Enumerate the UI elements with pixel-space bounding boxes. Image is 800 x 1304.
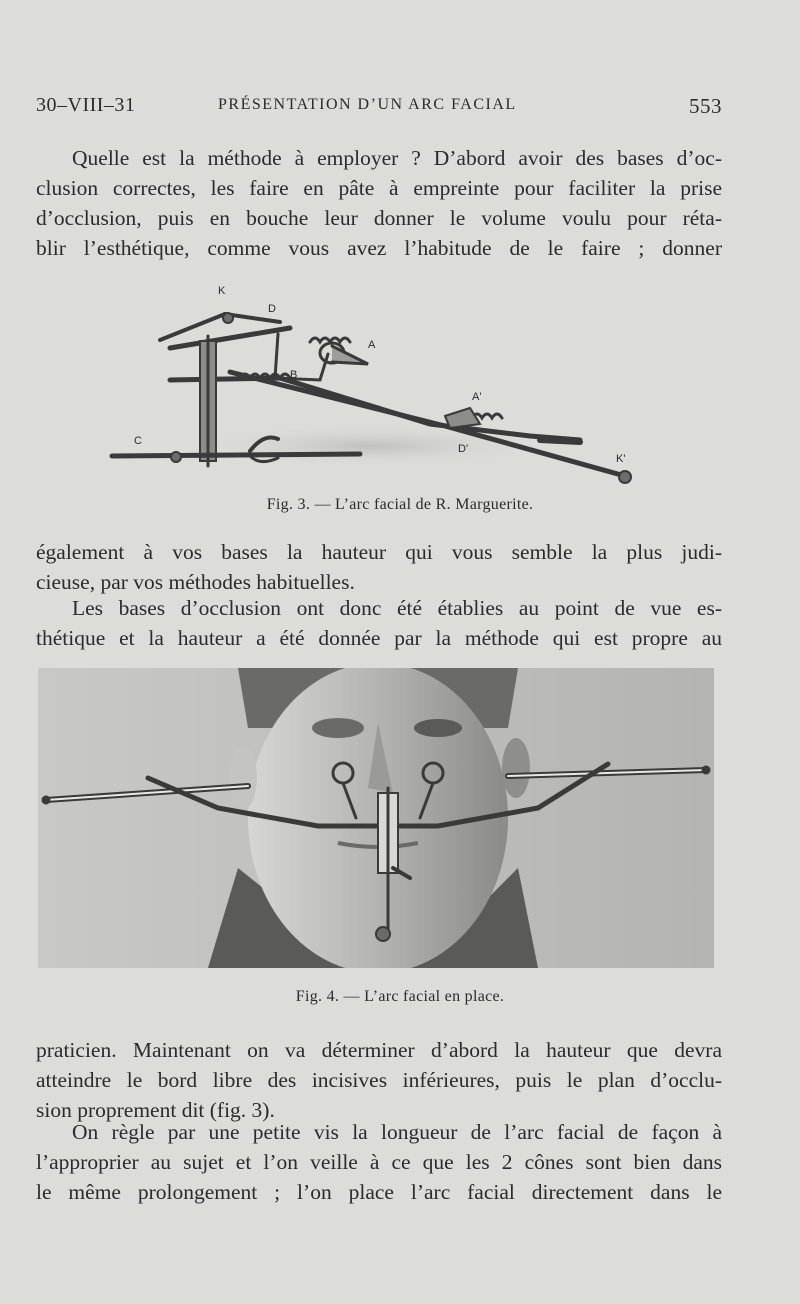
figure-4-photo [38,668,714,968]
text-line: d’occlusion, puis en bouche leur donner le volume voulu pour réta- [36,206,722,230]
text-line: également à vos bases la hauteur qui vous semble la plus judi- [36,540,722,564]
text-line: blir l’esthétique, comme vous avez l’habitude de le faire ; donner [36,236,722,260]
label-c: C [134,435,142,447]
text-line: On règle par une petite vis la longueur de l’arc facial de façon à [72,1120,722,1144]
paragraph-2 [36,537,722,597]
arc-in-place-photo [38,668,714,968]
label-d: D [268,303,276,315]
text-line: sion proprement dit (fig. 3). [36,1098,275,1122]
facial-arc-drawing [100,276,660,490]
running-header [36,94,722,124]
label-a: A [368,339,376,351]
text-line: Quelle est la méthode à employer ? D’abord avoir des bases d’oc- [72,146,722,170]
header-date: 30–VIII–31 [36,94,136,116]
paragraph-3 [36,593,722,653]
text-line: cieuse, par vos méthodes habituelles. [36,570,355,594]
page-number: 553 [689,94,722,118]
paragraph-5 [36,1117,722,1207]
header-title: PRÉSENTATION D’UN ARC FACIAL [218,96,517,113]
text-line: l’approprier au sujet et l’on veille à ce que les 2 cônes sont bien dans [36,1150,722,1174]
label-k: K [218,285,226,297]
label-k-prime: K' [616,453,626,465]
text-line: Les bases d’occlusion ont donc été établies au point de vue es- [72,596,722,620]
label-a-prime: A' [472,391,482,403]
text-line: praticien. Maintenant on va déterminer d’abord la hauteur que devra [36,1038,722,1062]
figure-3-caption: Fig. 3. — L’arc facial de R. Marguerite. [266,496,534,513]
text-line: thétique et la hauteur a été donnée par la méthode qui est propre au [36,626,722,650]
label-d-prime: D' [458,443,469,455]
figure-3-illustration [100,276,660,490]
text-line: le même prolongement ; l’on place l’arc facial directement dans le [36,1180,722,1204]
text-line: atteindre le bord libre des incisives inférieures, puis le plan d’occlu- [36,1068,722,1092]
figure-4-caption: Fig. 4. — L’arc facial en place. [295,988,505,1005]
text-line: clusion correctes, les faire en pâte à empreinte pour faciliter la prise [36,176,722,200]
paragraph-4 [36,1035,722,1125]
paragraph-1 [36,143,722,263]
label-b: B [290,369,298,381]
